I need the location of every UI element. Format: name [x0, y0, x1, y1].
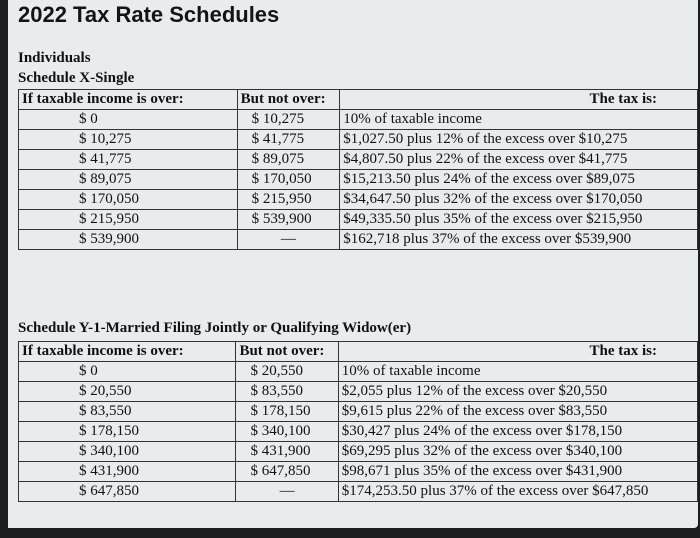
- header-over: If taxable income is over:: [19, 342, 236, 362]
- income-over-cell: $ 0: [19, 110, 238, 130]
- table-row: [19, 442, 698, 462]
- income-over-cell: $ 215,950: [19, 210, 238, 230]
- income-not-over-cell: $ 340,100: [236, 422, 338, 442]
- income-not-over-cell: $ 41,775: [237, 130, 340, 150]
- table-row: [19, 110, 698, 130]
- section-label: Individuals: [18, 50, 91, 66]
- header-not-over: But not over:: [237, 90, 340, 110]
- income-not-over-cell: $ 215,950: [237, 190, 340, 210]
- income-over-cell: $ 647,850: [19, 482, 236, 502]
- income-not-over-cell: $ 431,900: [236, 442, 338, 462]
- table-row: [19, 230, 698, 250]
- income-over-cell: $ 20,550: [19, 382, 236, 402]
- table-row: [19, 482, 698, 502]
- header-tax: The tax is:: [338, 342, 697, 362]
- table-row: [19, 422, 698, 442]
- table-row: [19, 462, 698, 482]
- header-tax: The tax is:: [340, 90, 698, 110]
- tax-cell: $1,027.50 plus 12% of the excess over $10,275: [340, 130, 698, 150]
- tax-cell: $98,671 plus 35% of the excess over $431,900: [338, 462, 697, 482]
- income-over-cell: $ 10,275: [19, 130, 238, 150]
- income-not-over-cell: $ 83,550: [236, 382, 338, 402]
- table-row: [19, 362, 698, 382]
- tax-cell: 10% of taxable income: [338, 362, 697, 382]
- tax-cell: 10% of taxable income: [340, 110, 698, 130]
- tax-cell: $69,295 plus 32% of the excess over $340,100: [338, 442, 697, 462]
- income-over-cell: $ 41,775: [19, 150, 238, 170]
- page-title: 2022 Tax Rate Schedules: [18, 2, 280, 27]
- income-over-cell: $ 340,100: [19, 442, 236, 462]
- tax-cell: $34,647.50 plus 32% of the excess over $170,050: [340, 190, 698, 210]
- header-not-over: But not over:: [236, 342, 338, 362]
- tax-cell: $174,253.50 plus 37% of the excess over $647,850: [338, 482, 697, 502]
- table-row: [19, 190, 698, 210]
- table-header-row: [19, 342, 698, 362]
- tax-cell: $162,718 plus 37% of the excess over $539,900: [340, 230, 698, 250]
- income-not-over-cell: $ 20,550: [236, 362, 338, 382]
- header-over: If taxable income is over:: [19, 90, 238, 110]
- income-not-over-cell: $ 10,275: [237, 110, 340, 130]
- schedule-y1-table: [18, 341, 698, 502]
- income-not-over-cell: $ 539,900: [237, 210, 340, 230]
- income-not-over-cell: $ 89,075: [237, 150, 340, 170]
- schedule-x-body: [19, 110, 698, 250]
- income-not-over-cell: $ 170,050: [237, 170, 340, 190]
- income-not-over-cell: $ 647,850: [236, 462, 338, 482]
- income-over-cell: $ 0: [19, 362, 236, 382]
- table-row: [19, 382, 698, 402]
- tax-cell: $9,615 plus 22% of the excess over $83,550: [338, 402, 697, 422]
- income-over-cell: $ 83,550: [19, 402, 236, 422]
- table-row: [19, 402, 698, 422]
- income-not-over-cell: —: [236, 482, 338, 502]
- tax-schedule-sheet: [8, 0, 698, 528]
- table-row: [19, 170, 698, 190]
- income-over-cell: $ 170,050: [19, 190, 238, 210]
- income-over-cell: $ 431,900: [19, 462, 236, 482]
- tax-cell: $30,427 plus 24% of the excess over $178,150: [338, 422, 697, 442]
- tax-cell: $2,055 plus 12% of the excess over $20,550: [338, 382, 697, 402]
- table-row: [19, 210, 698, 230]
- table-row: [19, 150, 698, 170]
- income-over-cell: $ 89,075: [19, 170, 238, 190]
- schedule-x-title: Schedule X-Single: [18, 70, 135, 86]
- schedule-x-table: [18, 89, 698, 250]
- income-not-over-cell: —: [237, 230, 340, 250]
- income-not-over-cell: $ 178,150: [236, 402, 338, 422]
- tax-cell: $4,807.50 plus 22% of the excess over $41,775: [340, 150, 698, 170]
- income-over-cell: $ 539,900: [19, 230, 238, 250]
- tax-cell: $15,213.50 plus 24% of the excess over $89,075: [340, 170, 698, 190]
- tax-cell: $49,335.50 plus 35% of the excess over $215,950: [340, 210, 698, 230]
- table-header-row: [19, 90, 698, 110]
- table-row: [19, 130, 698, 150]
- schedule-y1-body: [19, 362, 698, 502]
- income-over-cell: $ 178,150: [19, 422, 236, 442]
- schedule-y1-title: Schedule Y-1-Married Filing Jointly or Qualifying Widow(er): [18, 320, 412, 336]
